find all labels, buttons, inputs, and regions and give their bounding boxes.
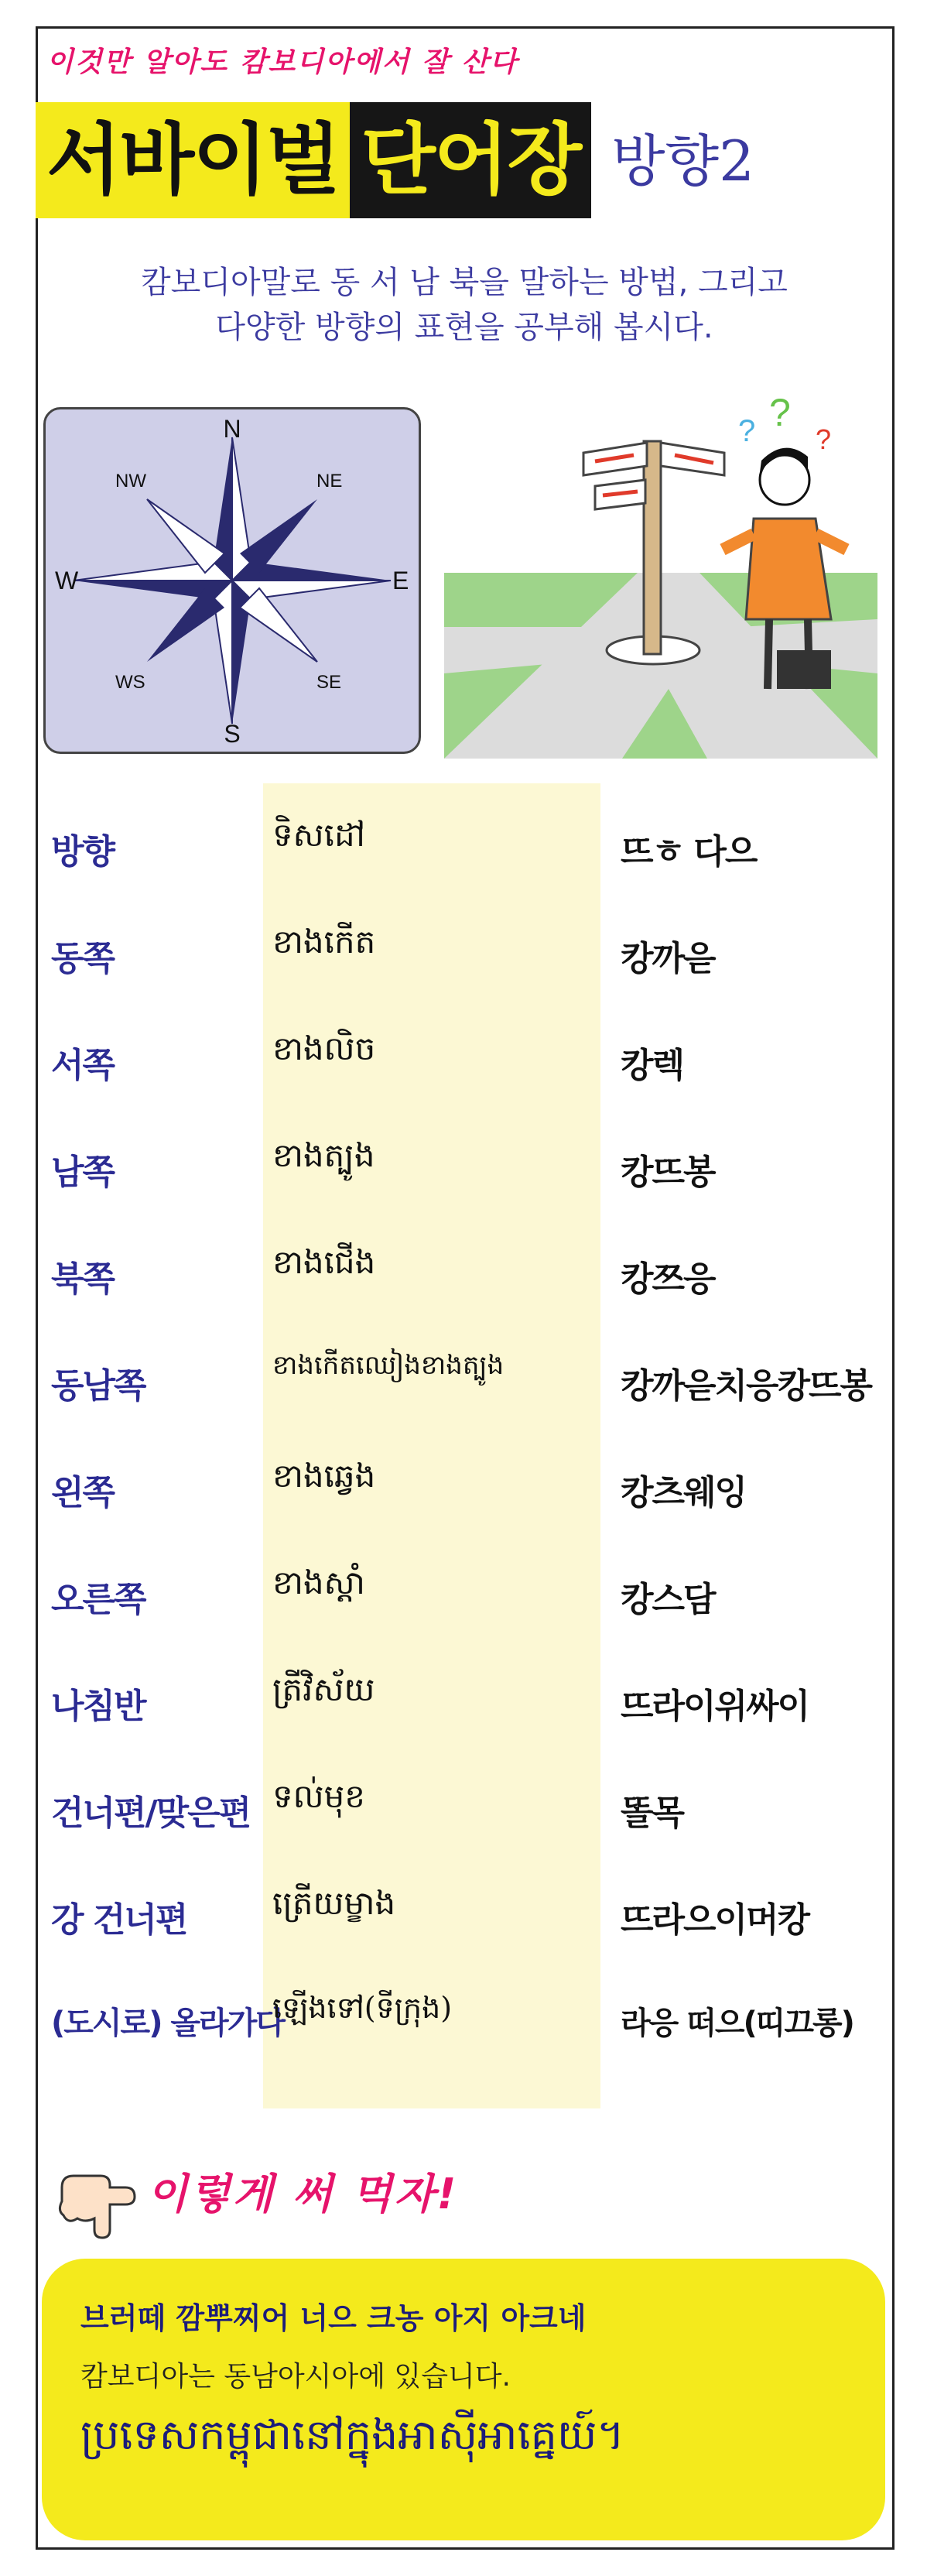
khmer-word: ខាងត្បូង [272,1136,375,1174]
khmer-word: ខាងកើតឈៀងខាងត្បូង [272,1350,505,1381]
khmer-word: ទល់មុខ [272,1777,365,1815]
vocab-row [46,1548,890,1641]
korean-word: (도시로) 올라가다 [51,2006,284,2041]
korean-word: 강 건너편 [51,1900,187,1940]
question-mark-icon: ? [738,414,756,448]
khmer-word: ខាងកើត [272,923,376,961]
intro-line-1: 캄보디아말로 동 서 남 북을 말하는 방법, 그리고 [141,265,788,300]
question-mark-icon: ? [816,423,832,455]
khmer-word: ខាងឆ្វេង [272,1457,376,1495]
compass-n-label: N [223,415,241,443]
pronunciation: 캉뜨봉 [621,1153,715,1192]
vocab-row [46,1334,890,1427]
korean-word: 방향 [51,832,115,872]
compass-w-label: W [55,567,79,594]
pronunciation: 캉스담 [621,1580,715,1619]
example-box [42,2259,885,2540]
vocab-row [46,1121,890,1214]
crossroads-drawing [444,395,877,759]
khmer-word: ខាងជើង [272,1243,376,1281]
vocab-row [46,1014,890,1107]
brand-logo [36,102,591,218]
compass-nw-label: NW [115,471,146,492]
pronunciation: 캉츠웨잉 [621,1473,747,1512]
compass-ws-label: WS [115,672,145,693]
compass-ne-label: NE [316,471,343,492]
compass-s-label: S [224,720,241,748]
pronunciation: 뜨ㅎ 다으 [621,832,757,872]
crossroads-illustration [444,395,877,759]
pronunciation: 캉까읃치응캉뜨봉 [621,1366,872,1406]
korean-word: 남쪽 [51,1153,115,1192]
vocab-row [46,907,890,1000]
pronunciation: 뜨라이위싸이 [621,1687,809,1726]
pointing-hand-icon [54,2156,139,2245]
khmer-word: ឡើងទៅ(ទីក្រុង) [272,1991,453,2025]
korean-word: 동쪽 [51,939,115,978]
khmer-word: ខាងលិច [272,1029,376,1067]
korean-word: 왼쪽 [51,1473,115,1512]
khmer-word: ត្រីវិស័យ [272,1670,375,1708]
topic-title: 방향2 [611,128,754,194]
korean-word: 북쪽 [51,1259,115,1299]
compass-rose [46,409,419,752]
korean-word: 동남쪽 [51,1366,145,1406]
korean-word: 오른쪽 [51,1580,145,1619]
intro-line-2: 다양한 방향의 표현을 공부해 봅시다. [215,310,713,345]
vocab-row [46,1655,890,1748]
compass-e-label: E [392,567,409,594]
brand-vocab: 단어장 [350,102,591,218]
khmer-word: ទិសដៅ [272,816,365,854]
compass-illustration [43,407,421,754]
vocab-row [46,1441,890,1534]
korean-word: 나침반 [51,1687,145,1726]
pronunciation: 뜨라으이머캉 [621,1900,809,1940]
pronunciation: 캉까읃 [621,939,715,978]
vocab-row [46,800,890,893]
korean-word: 서쪽 [51,1046,115,1085]
korean-word: 건너편/맞은편 [51,1793,251,1833]
pronunciation: 라응 떠으(띠끄롱) [621,2006,853,2041]
compass-se-label: SE [316,672,342,693]
vocab-row [46,1762,890,1855]
example-pronunciation: 브러떼 깜뿌찌어 너으 크농 아지 아크네 [80,2301,587,2335]
pronunciation: 캉쯔응 [621,1259,715,1299]
example-korean: 캄보디아는 동남아시아에 있습니다. [80,2361,511,2393]
example-heading: 이렇게 써 먹자! [147,2170,459,2218]
pronunciation: 똘목 [621,1793,684,1833]
intro-text [70,260,859,350]
vocab-row [46,1228,890,1321]
khmer-word: ត្រើយម្ខាង [272,1884,396,1922]
example-khmer: ប្រទេសកម្ពុជានៅក្នុងអាស៊ីអាគ្នេយ៍។ [80,2410,624,2459]
vocab-row [46,1869,890,1961]
khmer-word: ខាងស្តាំ [272,1564,365,1601]
tagline: 이것만 알아도 캄보디아에서 잘 산다 [46,46,518,78]
question-mark-icon: ? [769,395,791,434]
pronunciation: 캉렉 [621,1046,684,1085]
vocab-row [46,1975,890,2068]
brand-survival: 서바이벌 [36,102,350,218]
